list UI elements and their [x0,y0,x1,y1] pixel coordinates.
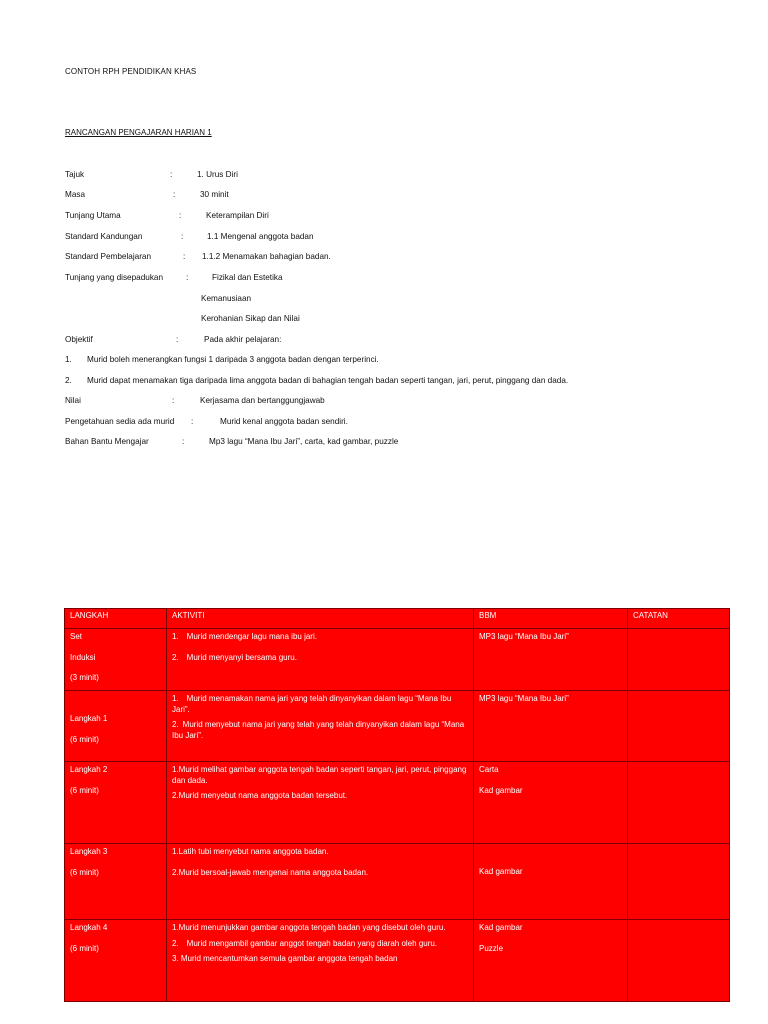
notes-cell [628,920,730,1002]
activity-item: 2.Murid bersoal-jawab mengenai nama anggota badan. [172,867,369,877]
activity-item: 1. Murid mendengar lagu mana ibu jari. [172,632,317,641]
bbm-item: Kad gambar [479,923,523,932]
field-label: Tajuk [65,170,85,179]
bbm-item: Puzzle [479,943,504,953]
field-colon: : [173,190,176,199]
bbm-item: MP3 lagu “Mana Ibu Jari” [479,694,569,703]
field-colon: : [176,335,179,344]
field-colon: : [170,170,173,179]
field-value: 1.1.2 Menamakan bahagian badan. [202,252,331,261]
header-langkah: LANGKAH [65,609,167,629]
bbm-item: Carta [479,765,499,774]
spacer [70,694,161,714]
field-label: Objektif [65,335,93,344]
bbm-cell [474,629,628,691]
header-aktiviti: AKTIVITI [167,609,474,629]
activity-cell [167,691,474,762]
spacer [479,847,622,867]
step-cell [65,844,167,920]
notes-cell [628,691,730,762]
objective-text: Murid boleh menerangkan fungsi 1 daripada 3 anggota badan dengan terperinci. [87,355,379,364]
table-header-row [65,609,730,629]
field-value: Keterampilan Diri [206,211,269,220]
step-duration: (6 minit) [70,785,99,795]
notes-cell [628,844,730,920]
activity-item: 1. Murid menamakan nama jari yang telah dinyanyikan dalam lagu “Mana Ibu Jari”. [172,694,452,714]
field-value: Pada akhir pelajaran: [204,335,282,344]
field-colon: : [179,211,182,220]
field-label: Standard Pembelajaran [65,252,152,261]
field-label: Bahan Bantu Mengajar [65,437,149,446]
header-catatan: CATATAN [628,609,730,629]
field-value: Murid kenal anggota badan sendiri. [220,417,348,426]
objective-text: Murid dapat menamakan tiga daripada lima anggota badan di bahagian tengah badan seperti tangan, jari, perut, pinggang dan dada. [87,376,569,385]
notes-cell [628,762,730,844]
step-label: Langkah 4 [70,923,108,932]
field-label: Nilai [65,396,81,405]
activity-item: 2.Murid menyebut nama anggota badan tersebut. [172,791,348,800]
step-duration: (3 minit) [70,673,99,682]
step-label: Langkah 1 [70,714,108,723]
step-duration: (6 minit) [70,943,99,953]
step-cell [65,691,167,762]
field-label: Tunjang Utama [65,211,121,220]
field-label: Standard Kandungan [65,232,143,241]
lesson-steps-table [64,608,730,1002]
activity-item: 1.Murid menunjukkan gambar anggota tengah badan yang disebut oleh guru. [172,923,446,932]
objective-number: 1. [65,355,72,364]
field-value: 1. Urus Diri [197,170,238,179]
field-label: Pengetahuan sedia ada murid [65,417,175,426]
field-value: Kerjasama dan bertanggungjawab [200,396,325,405]
activity-item: 2. Murid mengambil gambar anggot tengah badan yang diarah oleh guru. [172,938,438,948]
bbm-cell [474,920,628,1002]
step-label: Langkah 2 [70,765,108,774]
table-row [65,691,730,762]
step-duration: (6 minit) [70,867,99,877]
activity-cell [167,844,474,920]
integrated-pillar-item: Kemanusiaan [201,294,252,303]
step-label: Set [70,632,83,641]
step-cell [65,629,167,691]
activity-item: 1.Murid melihat gambar anggota tengah badan seperti tangan, jari, perut, pinggang dan dada. [172,765,467,785]
activity-item: 3. Murid mencantumkan semula gambar anggota tengah badan [172,954,398,963]
step-cell [65,920,167,1002]
step-label: Langkah 3 [70,847,108,856]
header-bbm: BBM [474,609,628,629]
step-cell [65,762,167,844]
bbm-cell [474,844,628,920]
bbm-item: Kad gambar [479,785,523,795]
bbm-item: MP3 lagu “Mana Ibu Jari” [479,632,569,641]
field-colon: : [181,232,184,241]
plan-title: RANCANGAN PENGAJARAN HARIAN 1 [65,128,212,137]
bbm-item: Kad gambar [479,867,523,876]
step-label: Induksi [70,652,96,662]
field-label: Masa [65,190,86,199]
field-value: 1.1 Mengenal anggota badan [207,232,314,241]
field-colon: : [172,396,175,405]
table-row [65,844,730,920]
field-value: Mp3 lagu “Mana Ibu Jari”, carta, kad gambar, puzzle [209,437,399,446]
table-row [65,629,730,691]
field-colon: : [182,437,185,446]
bbm-cell [474,691,628,762]
activity-item: 2. Murid menyanyi bersama guru. [172,652,297,662]
table-row [65,762,730,844]
activity-cell [167,629,474,691]
step-duration: (6 minit) [70,734,99,744]
activity-item: 2. Murid menyebut nama jari yang telah yang telah dinyanyikan dalam lagu “Mana Ibu Jari”. [172,720,465,740]
activity-item: 1.Latih tubi menyebut nama anggota badan. [172,847,329,856]
field-value: Fizikal dan Estetika [212,273,283,282]
field-colon: : [183,252,186,261]
field-colon: : [191,417,194,426]
activity-cell [167,920,474,1002]
integrated-pillar-item: Kerohanian Sikap dan Nilai [201,314,300,323]
objective-number: 2. [65,376,72,385]
field-value: 30 minit [200,190,229,199]
field-colon: : [186,273,189,282]
table-row [65,920,730,1002]
field-label: Tunjang yang disepadukan [65,273,164,282]
activity-cell [167,762,474,844]
document-title: CONTOH RPH PENDIDIKAN KHAS [65,67,197,76]
bbm-cell [474,762,628,844]
notes-cell [628,629,730,691]
